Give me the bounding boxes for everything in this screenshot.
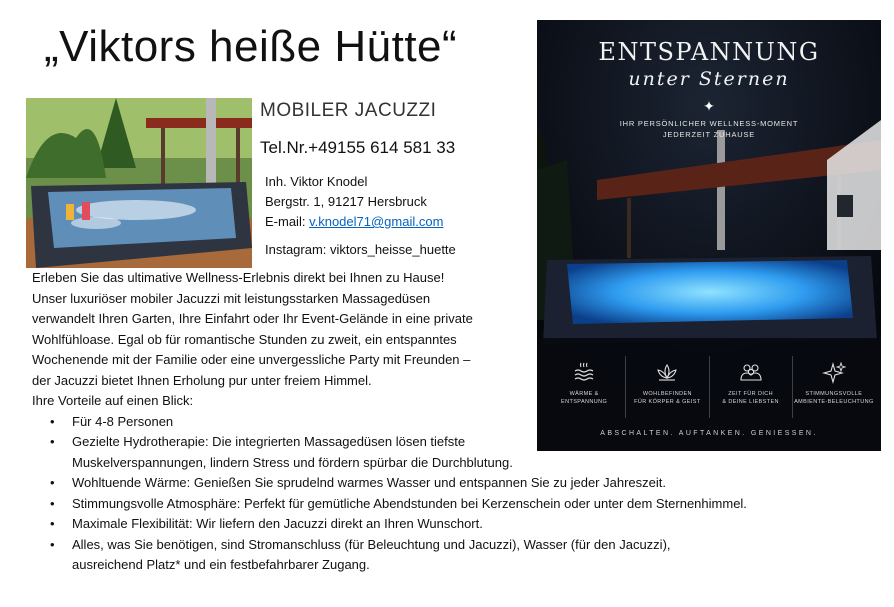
poster-title: ENTSPANNUNG xyxy=(598,38,820,66)
feature-line: AMBIENTE-BELEUCHTUNG xyxy=(794,399,874,405)
feature-ambience xyxy=(793,356,875,418)
feature-line: ENTSPANNUNG xyxy=(561,399,608,405)
poster-script-title: unter Sternen xyxy=(628,68,790,90)
feature-line: & DEINE LIEBSTEN xyxy=(722,399,779,405)
benefit-item xyxy=(32,514,832,535)
feature-text xyxy=(561,390,607,406)
page-title: „Viktors heiße Hütte“ xyxy=(44,22,458,71)
intro-line: der Jacuzzi bietet Ihnen Erholung pur unter freiem Himmel. xyxy=(32,372,372,388)
instagram-line: Instagram: viktors_heisse_huette xyxy=(265,242,456,257)
poster-subtitle-line: IHR PERSÖNLICHER WELLNESS-MOMENT xyxy=(619,119,799,128)
benefit-text: • Alles, was Sie benötigen, sind Stromanschluss (für Beleuchtung und Jacuzzi), Wasser (für den Jacuzzi), xyxy=(72,536,671,552)
intro-line: Erleben Sie das ultimative Wellness-Erlebnis direkt bei Ihnen zu Hause! xyxy=(32,270,445,285)
feature-line: ZEIT FÜR DICH xyxy=(728,391,774,397)
benefit-item xyxy=(32,473,832,494)
owner-line: Inh. Viktor Knodel xyxy=(265,174,368,189)
feature-warmth xyxy=(543,356,626,418)
address-line: Bergstr. 1, 91217 Hersbruck xyxy=(265,194,427,209)
sparkles-icon xyxy=(821,360,847,384)
intro-line: Wochenende mit der Familie oder eine unvergessliche Party mit Freunden – xyxy=(32,352,471,367)
promo-poster xyxy=(537,20,881,451)
benefit-text: • Für 4-8 Personen xyxy=(72,413,174,429)
star-icon: ✦ xyxy=(703,98,715,114)
feature-wellbeing xyxy=(626,356,709,418)
feature-line: FÜR KÖRPER & GEIST xyxy=(634,399,701,405)
feature-line: STIMMUNGSVOLLE xyxy=(805,391,863,397)
benefit-text: • Wohltuende Wärme: Genießen Sie sprudelnd warmes Wasser und entspannen Sie zu jeder Jahreszeit. xyxy=(72,475,666,490)
benefits-heading: Ihre Vorteile auf einen Blick: xyxy=(32,393,194,408)
poster-subtitle-line: JEDERZEIT ZUHAUSE xyxy=(662,130,756,139)
feature-text xyxy=(794,390,874,406)
feature-text xyxy=(634,390,701,406)
feature-line: WÄRME & xyxy=(569,391,599,397)
intro-line: verwandelt Ihren Garten, Ihre Einfahrt oder Ihr Event-Gelände in eine private xyxy=(32,311,473,326)
company-name: MOBILER JACUZZI xyxy=(260,100,437,121)
benefit-item xyxy=(32,535,832,576)
feature-line: WOHLBEFINDEN xyxy=(642,391,692,397)
feature-time xyxy=(710,356,793,418)
feature-row xyxy=(543,356,875,418)
waves-icon xyxy=(571,360,597,384)
email-link[interactable]: v.knodel71@gmail.com xyxy=(309,214,444,229)
email-label: E-mail: xyxy=(265,214,310,229)
people-icon xyxy=(738,360,764,384)
benefit-text: • Gezielte Hydrotherapie: Die integrierten Massagedüsen lösen tiefste xyxy=(72,434,466,449)
poster-tagline: ABSCHALTEN. AUFTANKEN. GENIESSEN. xyxy=(600,430,818,437)
benefit-item xyxy=(32,494,832,515)
poster-subtitle xyxy=(537,118,881,140)
intro-line: Wohlfühloase. Egal ob für romantische Stunden zu zweit, ein entspanntes xyxy=(32,331,457,347)
jacuzzi-photo xyxy=(26,98,252,268)
email-line xyxy=(265,212,456,232)
intro-line: Unser luxuriöser mobiler Jacuzzi mit leistungsstarken Massagedüsen xyxy=(32,290,431,306)
benefit-text: Muskelverspannungen, lindern Stress und fördern spürbar die Durchblutung. xyxy=(72,454,513,470)
benefit-text: ausreichend Platz* und ein festbefahrbarer Zugang. xyxy=(72,557,370,572)
feature-text xyxy=(722,390,779,406)
lotus-icon xyxy=(654,360,680,384)
benefit-text: • Stimmungsvolle Atmosphäre: Perfekt für gemütliche Abendstunden bei Kerzenschein oder unter dem Sternenhimmel. xyxy=(72,495,747,511)
benefit-text: • Maximale Flexibilität: Wir liefern den Jacuzzi direkt an Ihren Wunschort. xyxy=(72,516,483,531)
contact-block xyxy=(265,172,456,260)
phone-number: Tel.Nr.+49155 614 581 33 xyxy=(260,138,456,157)
